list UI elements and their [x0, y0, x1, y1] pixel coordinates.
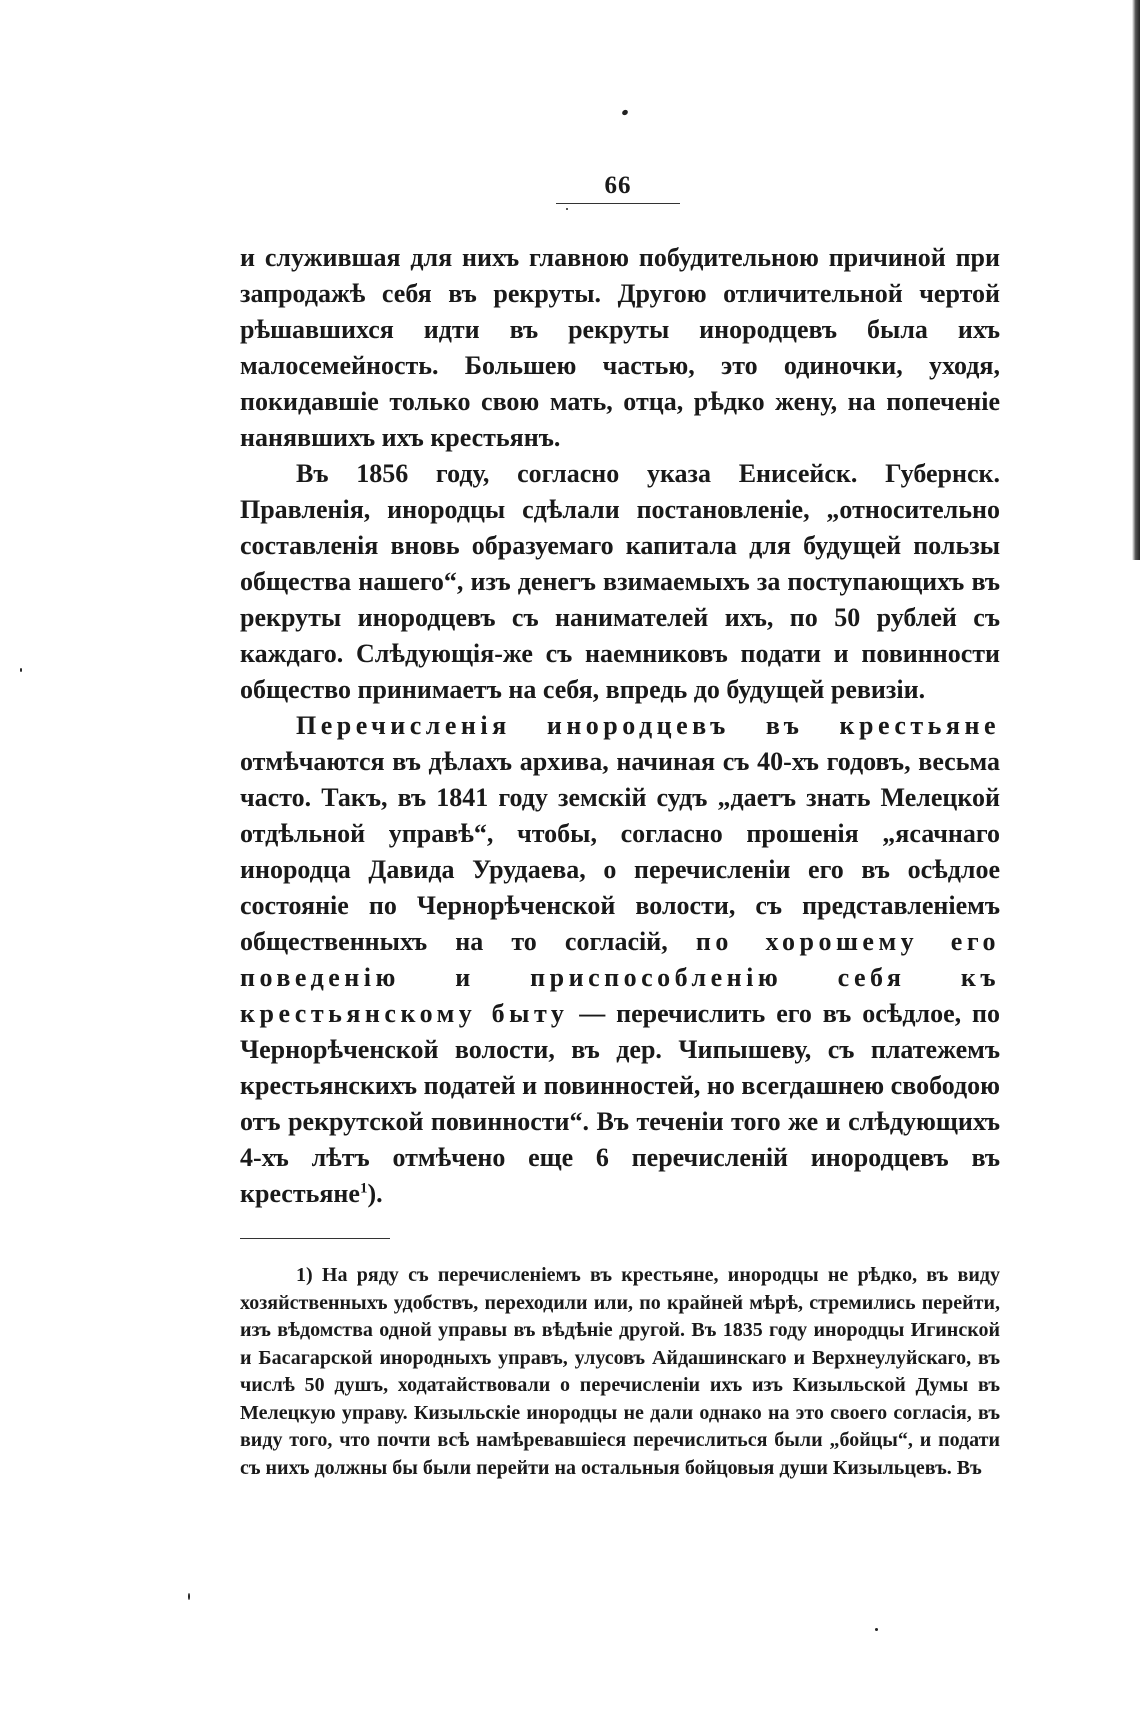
- paragraph-3: [240, 708, 1000, 1212]
- footnote-text: На ряду съ перечисленіемъ въ крестьяне, инородцы не рѣдко, въ виду хозяйственныхъ удобствъ, переходили или, по крайней мѣрѣ, стремились перейти, изъ вѣдомства одной управы въ вѣдѣніе другой. Въ 1835 году инородцы Игинской и Басагарской инородныхъ управъ, улусовъ Айдашинскаго и Верхнеулуйскаго, въ числѣ 50 душъ, ходатайствовали о перечисленіи ихъ изъ Кизыльской Думы въ Мелецкую управу. Кизыльскіе инородцы не дали однако на это своего согласія, въ виду того, что почти всѣ намѣревавшіеся перечислиться были „бойцы“, и подати съ нихъ должны бы были перейти на остальныя бойцовыя души Кизыльцевъ. Въ: [240, 1264, 1000, 1479]
- scan-binding-edge: [1132, 0, 1140, 560]
- page-number-rule: [556, 203, 680, 204]
- ink-speck: [875, 1628, 878, 1631]
- paragraph-2: Въ 1856 году, согласно указа Енисейск. Губернск. Правленія, инородцы сдѣлали постановленіе, „относительно составленія вновь образуемаго капитала для будущей пользы общества нашего“, изъ денегъ взимаемыхъ за поступающихъ въ рекруты инородцевъ съ нанимателей ихъ, по 50 рублей съ каждаго. Слѣдующія-же съ наемниковъ подати и повинности общество принимаетъ на себя, впредь до будущей ревизіи.: [240, 459, 1000, 704]
- footnote-marker: 1): [296, 1264, 313, 1286]
- spaced-emphasis-quote: по хорошему его поведенію и приспособленію себя къ крестьянскому быту: [240, 927, 1000, 1028]
- spaced-emphasis-lead: Перечисленія инородцевъ въ крестьяне: [296, 711, 1000, 740]
- body-text: [240, 240, 1000, 1212]
- footnote: [240, 1262, 1000, 1482]
- ink-speck: [188, 1593, 190, 1600]
- footnote-reference: 1: [359, 1180, 368, 1197]
- footnote-separator: [240, 1238, 390, 1239]
- paragraph-1: и служившая для нихъ главною побудительною причиной при запродажѣ себя въ рекруты. Другою отличительной чертой рѣшавшихся идти въ рекруты инородцевъ была ихъ малосемейность. Большею частью, это одиночки, уходя, покидавшіе только свою мать, отца, рѣдко жену, на попеченіе нанявшихъ ихъ крестьянъ.: [240, 243, 1000, 452]
- ink-speck: [20, 668, 22, 672]
- paragraph-3-text-a: отмѣчаются въ дѣлахъ архива, начиная съ 40-хъ годовъ, весьма часто. Такъ, въ 1841 году земскій судъ „даетъ знать Мелецкой отдѣльной управѣ“, чтобы, согласно прошенія „ясачнаго инородца Давида Урудаева, о перечисленіи его въ осѣдлое состояніе по Чернорѣченской волости, съ представленіемъ общественныхъ на то согласій,: [240, 747, 1000, 956]
- paragraph-3-tail: ).: [367, 1179, 383, 1208]
- page-number: 66: [604, 172, 632, 199]
- ink-speck: [566, 208, 568, 210]
- paragraph-3-text-b: — перечислить его въ осѣдлое, по Чернорѣченской волости, въ дер. Чипышеву, съ платежемъ крестьянскихъ податей и повинностей, но всегдашнею свободою отъ рекрутской повинности“. Въ теченіи того же и слѣдующихъ 4-хъ лѣтъ отмѣчено еще 6 перечисленій инородцевъ въ крестьяне: [240, 999, 1000, 1208]
- ink-speck: [621, 109, 629, 117]
